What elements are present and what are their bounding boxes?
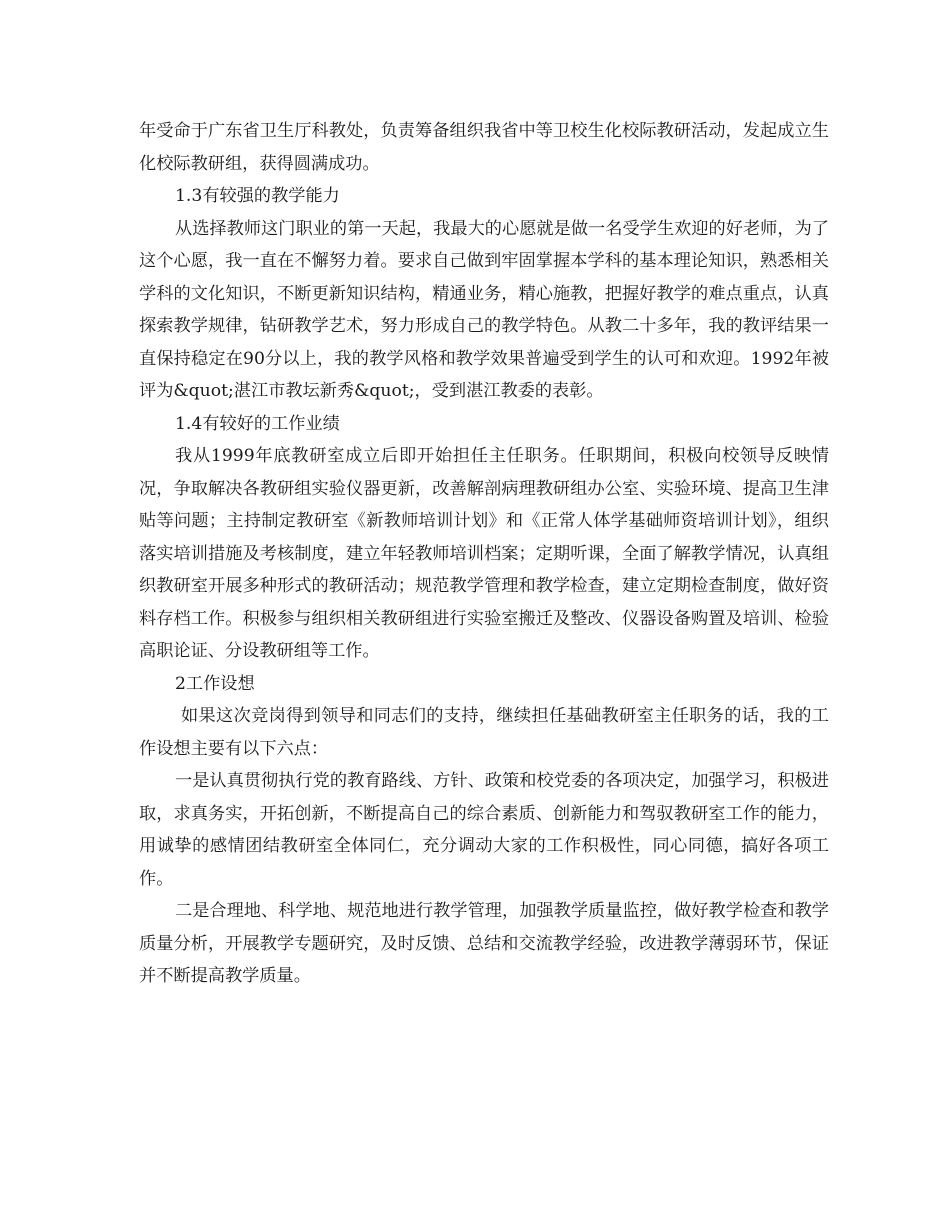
paragraph-teaching-ability: 从选择教师这门职业的第一天起，我最大的心愿就是做一名受学生欢迎的好老师，为了这个心愿，我一直在不懈努力着。要求自己做到牢固掌握本学科的基本理论知识，熟悉相关学科的文化知识，不断更新知识结构，精通业务，精心施教，把握好教学的难点重点，认真探索教学规律，钻研教学艺术，努力形成自己的教学特色。从教二十多年，我的教评结果一直保持稳定在90分以上，我的教学风格和教学效果普遍受到学生的认可和欢迎。1992年被评为&quot;湛江市教坛新秀&quot;，受到湛江教委的表彰。 [139, 218, 829, 401]
section-heading-2: 2工作设想 [175, 673, 255, 694]
paragraph-plan-point-1: 一是认真贯彻执行党的教育路线、方针、政策和校党委的各项决定，加强学习，积极进取，求真务实，开拓创新，不断提高自己的综合素质、创新能力和驾驭教研室工作的能力，用诚挚的感情团结教研室全体同仁，充分调动大家的工作积极性，同心同德，搞好各项工作。 [139, 771, 829, 889]
document-body [139, 115, 829, 993]
paragraph-plan-point-2: 二是合理地、科学地、规范地进行教学管理，加强教学质量监控，做好教学检查和教学质量分析，开展教学专题研究，及时反馈、总结和交流教学经验，改进教学薄弱环节，保证并不断提高教学质量。 [139, 901, 829, 986]
paragraph-work-achievements: 我从1999年底教研室成立后即开始担任主任职务。任职期间，积极向校领导反映情况，争取解决各教研组实验仪器更新，改善解剖病理教研组办公室、实验环境、提高卫生津贴等问题；主持制定教研室《新教师培训计划》和《正常人体学基础师资培训计划》，组织落实培训措施及考核制度，建立年轻教师培训档案；定期听课，全面了解教学情况，认真组织教研室开展多种形式的教研活动；规范教学管理和教学检查，建立定期检查制度，做好资料存档工作。积极参与组织相关教研组进行实验室搬迁及整改、仪器设备购置及培训、检验高职论证、分设教研组等工作。 [139, 446, 829, 661]
section-heading-1-4: 1.4有较好的工作业绩 [175, 413, 340, 434]
section-heading-1-3: 1.3有较强的教学能力 [175, 186, 340, 206]
paragraph-work-plan-intro: 如果这次竞岗得到领导和同志们的支持，继续担任基础教研室主任职务的话，我的工作设想主要有以下六点： [139, 706, 829, 759]
paragraph-continued: 年受命于广东省卫生厅科教处，负责筹备组织我省中等卫校生化校际教研活动，发起成立生化校际教研组，获得圆满成功。 [139, 121, 829, 174]
